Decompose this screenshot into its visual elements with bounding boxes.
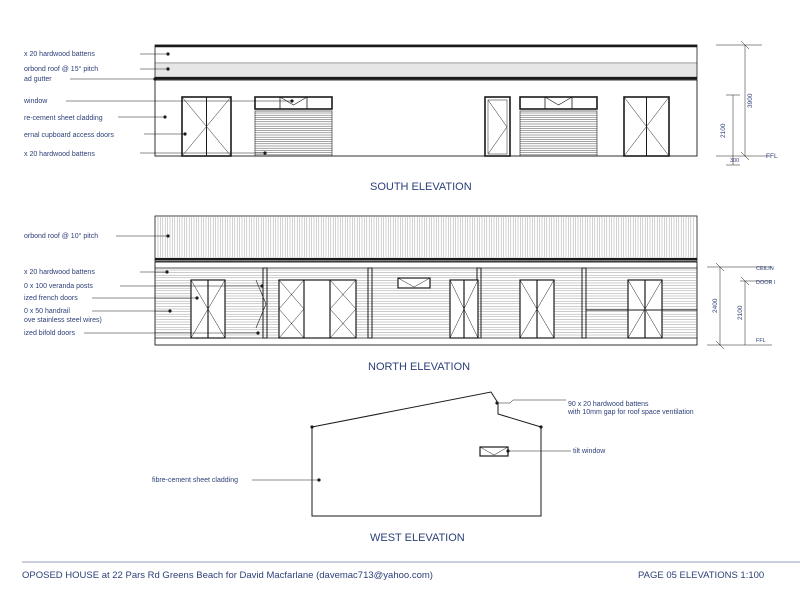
south-cupboard-door-1: [182, 97, 231, 156]
south-window-1: [255, 97, 332, 109]
north-dim-door: 2100: [737, 305, 744, 320]
west-label-window: tilt window: [573, 448, 606, 455]
south-label-window: window: [24, 98, 48, 105]
north-roof-hatch: [158, 217, 693, 257]
south-roof: [155, 45, 697, 79]
south-elevation-title: SOUTH ELEVATION: [370, 181, 472, 193]
west-corner-dots: [310, 401, 542, 428]
north-dim-ceiling: CEILIN: [756, 266, 774, 272]
north-elevation-title: NORTH ELEVATION: [368, 361, 471, 373]
west-leaders: [252, 400, 571, 480]
north-label-handrail: 0 x 50 handrail: [24, 308, 70, 315]
footer-page-label: PAGE 05 ELEVATIONS 1:100: [638, 570, 765, 581]
south-label-battens-top: x 20 hardwood battens: [24, 51, 95, 58]
west-annotation-texts: [152, 401, 694, 544]
north-roof: [155, 216, 697, 261]
south-battens-frame-2: [520, 111, 597, 156]
north-french-doors-3: [628, 280, 662, 338]
south-dim-overall: 3900: [747, 93, 754, 108]
south-battens-panel-1: [255, 113, 332, 155]
south-label-roof: orbond roof @ 15° pitch: [24, 66, 99, 73]
west-outline: [312, 392, 541, 516]
south-cupboard-door-2: [624, 97, 669, 156]
north-window: [398, 278, 430, 288]
south-label-cladding: re-cement sheet cladding: [24, 115, 103, 122]
south-wall: [155, 80, 697, 156]
north-label-wires: ove stainless steel wires): [24, 317, 102, 324]
south-label-gutter: ad gutter: [24, 76, 52, 83]
west-elevation: [252, 392, 571, 516]
north-label-battens: x 20 hardwood battens: [24, 269, 95, 276]
north-leaders: [84, 236, 262, 333]
west-label-battens-1: 90 x 20 hardwood battens: [568, 401, 649, 408]
west-label-battens-2: with 10mm gap for roof space ventilation: [568, 409, 694, 416]
footer-project-title: OPOSED HOUSE at 22 Pars Rd Greens Beach for David Macfarlane (davemac713@yahoo.com): [22, 570, 433, 581]
north-label-roof: orbond roof @ 10° pitch: [24, 233, 99, 240]
south-roof-hatch: [155, 65, 697, 75]
north-label-french-doors: ized french doors: [24, 295, 78, 302]
south-annotation-texts: [23, 51, 778, 193]
west-elevation-title: WEST ELEVATION: [370, 532, 465, 544]
south-door: [485, 97, 510, 156]
north-dim-overall: 2400: [712, 298, 719, 313]
south-dim-sill: 300: [730, 158, 740, 164]
south-dim-door: 2100: [720, 123, 727, 138]
north-elevation: [84, 216, 772, 349]
west-tilt-window: [480, 447, 508, 456]
west-label-cladding: fibre-cement sheet cladding: [152, 477, 238, 484]
south-label-cupboard-doors: ernal cupboard access doors: [24, 132, 114, 139]
south-window-2: [520, 97, 597, 109]
west-leader-dots: [317, 449, 509, 481]
north-dim-ffl: FFL: [756, 338, 766, 344]
north-label-posts: 0 x 100 veranda posts: [24, 283, 93, 290]
south-battens-frame-1: [255, 111, 332, 156]
north-french-doors-1: [279, 280, 356, 338]
north-dim-door-level: DOOR I: [756, 280, 776, 286]
north-label-bifold: ized bifold doors: [24, 330, 75, 337]
south-elevation: [66, 41, 770, 165]
south-dim-ffl: FFL: [766, 153, 778, 160]
north-annotation-texts: [24, 232, 776, 373]
south-battens-panel-2: [520, 113, 597, 155]
south-label-battens-bottom: x 20 hardwood battens: [24, 151, 95, 158]
south-dimensions: [716, 41, 770, 165]
